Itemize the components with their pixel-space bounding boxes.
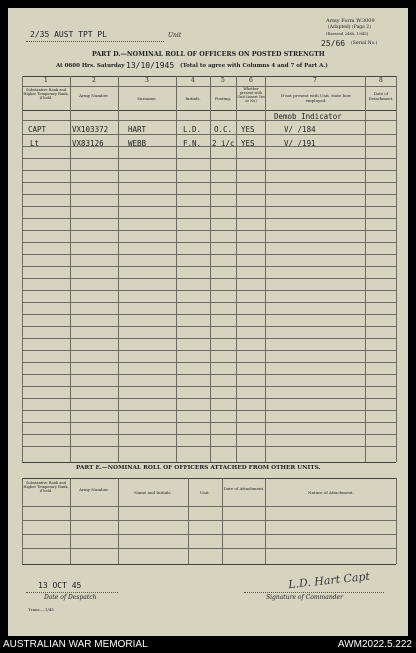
commander-signature: L.D. Hart Capt [287,569,371,592]
signature-label: Signature of Commander [266,594,343,601]
row-rule [22,158,396,159]
col-header-present: Whether present with Unit (insert Yes or No) [237,87,265,103]
cell-employment: V/ /184 [284,125,316,134]
row-rule [22,446,396,447]
serial-label: (Serial No.) [351,41,378,46]
row-rule [22,362,396,363]
col-header-posting: Posting. [214,96,232,101]
despatch-underline [26,592,118,593]
archive-name: AUSTRALIAN WAR MEMORIAL [3,639,148,650]
despatch-label: Date of Despatch [44,594,97,601]
row-rule [22,326,396,327]
e-col-header-rank: Substantive Rank and Higher Temporary Rank, if held. [23,481,69,494]
col-header-rank: Substantive Rank and Higher Temporary Rank, if held. [23,88,69,101]
part-e-bottom-border [22,564,396,565]
col-number: 4 [191,77,195,84]
row-rule [22,254,396,255]
cell-army-number: VX103372 [72,125,109,134]
row-rule [22,290,396,291]
col-number: 1 [44,77,48,84]
row-rule [22,386,396,387]
col-number: 5 [221,77,225,84]
cell-posting: O.C. [214,125,233,134]
serial-value: 25/66 [321,39,346,48]
row-rule [22,422,396,423]
row-rule [22,182,396,183]
part-e-right-border [396,478,397,564]
cell-surname: HART [128,125,147,134]
at-hours-text: At 0600 Hrs. Saturday [56,63,125,69]
row-rule [22,206,396,207]
row-rule [22,350,396,351]
row-rule [22,548,396,549]
archive-accession-number: AWM2022.5.222 [337,639,412,650]
col-number-rule [22,86,396,87]
unit-label: Unit [168,32,182,39]
table-top-border [22,76,396,77]
part-d-title: PART D.—NOMINAL ROLL OF OFFICERS ON POSTED STRENGTH [92,51,325,58]
form-ref-1: Army Form W.3009 [326,18,375,24]
row-rule [22,230,396,231]
col-header-initials: Initials. [185,96,201,101]
row-rule [22,134,396,135]
col-header-army-number: Army Number. [79,93,109,98]
table-bottom-border [22,462,396,463]
row-rule [22,194,396,195]
e-col-header-nature: Nature of Attachment. [308,490,354,495]
cell-surname: WEBB [128,139,147,148]
form-ref-2: (Adapted) (Page 2) [328,25,371,30]
cell-rank: Lt [30,139,40,148]
cell-posting: 2 i/c [212,139,235,148]
e-col-header-attachment-date: Date of Attachment. [223,486,265,491]
archive-footer [0,636,416,653]
row-rule [22,314,396,315]
e-col-header-army-number: Army Number. [79,487,109,492]
col-number: 6 [249,77,253,84]
row-rule [22,218,396,219]
row-rule [22,302,396,303]
part-e-header-rule [22,506,396,507]
header-bottom-border [22,110,396,111]
roll-date: 13/10/1945 [126,61,175,70]
col-header-detachment-date: Date of Detachment. [368,91,394,101]
row-rule [22,242,396,243]
signature-underline [244,592,384,593]
e-col-header-name: Name and Initials. [134,490,172,495]
row-rule [22,410,396,411]
e-col-header-unit: Unit. [199,490,211,495]
cell-employment: V/ /191 [284,139,316,148]
row-rule [22,534,396,535]
col-number: 3 [145,77,149,84]
row-rule [22,170,396,171]
row-rule [22,434,396,435]
col-header-surname: Surname. [137,96,157,101]
cell-initials: L.D. [183,125,202,134]
cell-rank: CAPT [28,125,47,134]
row-rule [22,338,396,339]
form-sheet [8,8,408,636]
part-e-top-border [22,478,396,479]
table-right-border [396,76,397,462]
unit-value: 2/35 AUST TPT PL [30,30,108,39]
cell-initials: F.N. [183,139,202,148]
row-rule [22,278,396,279]
cell-present: YES [241,139,255,148]
form-ref-3: (Revised 24th, 1945) [326,31,369,36]
row-rule [22,374,396,375]
row-rule [22,398,396,399]
part-e-title: PART E.—NOMINAL ROLL OF OFFICERS ATTACHED FROM OTHER UNITS. [76,465,321,471]
row-rule [22,520,396,521]
row-rule [22,266,396,267]
cell-army-number: VX83126 [72,139,104,148]
cell-present: YES [241,125,255,134]
print-reference: Trans.—1/45 [28,607,54,612]
col-number: 2 [92,77,96,84]
col-number: 8 [379,77,383,84]
despatch-date: 13 OCT 45 [38,581,82,590]
unit-underline [26,41,164,42]
col-number: 7 [313,77,317,84]
col-header-employment: If not present with Unit, state how employed. [280,93,352,103]
total-agree-note: (Total to agree with Columns 4 and 7 of Part A.) [180,63,328,69]
demob-indicator-note: Demob Indicator [274,112,342,121]
